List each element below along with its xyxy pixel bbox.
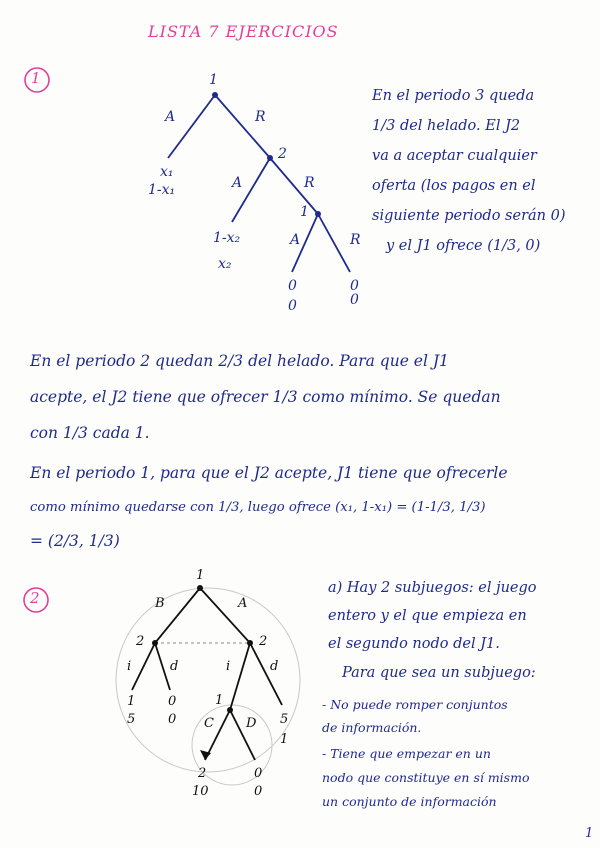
ex1-payoff-2b: x₂ bbox=[218, 256, 232, 272]
ex2-payoff-a1: 1 bbox=[127, 694, 136, 709]
ex1-edge-R1 bbox=[215, 95, 270, 158]
ex1-body-line: En el periodo 2 quedan 2/3 del helado. Para que el J1 bbox=[30, 352, 449, 370]
ex2-payoff-a2: 5 bbox=[127, 712, 136, 727]
ex2-side-line: - No puede romper conjuntos bbox=[322, 697, 508, 712]
ex2-player2-right: 2 bbox=[259, 634, 268, 649]
ex1-side-line: y el J1 ofrece (1/3, 0) bbox=[386, 238, 541, 254]
ex2-payoff-b1: 0 bbox=[168, 694, 177, 709]
ex2-action-C: C bbox=[204, 716, 214, 731]
ex1-player-3: 1 bbox=[300, 204, 309, 220]
ex1-payoff-1b: 1-x₁ bbox=[148, 182, 176, 198]
ex1-payoff-4a: 0 bbox=[350, 278, 359, 294]
ex1-action-R3: R bbox=[350, 232, 361, 248]
ex2-action-A: A bbox=[238, 596, 248, 611]
ex1-side-line: va a aceptar cualquier bbox=[372, 148, 537, 164]
ex1-action-A3: A bbox=[290, 232, 301, 248]
ex2-payoff-b2: 0 bbox=[168, 712, 177, 727]
ex1-tree-labels bbox=[148, 72, 361, 314]
ex1-player-2: 2 bbox=[278, 146, 287, 162]
ex2-payoff-c2: 10 bbox=[192, 784, 209, 799]
ex2-payoff-e2: 1 bbox=[280, 732, 289, 747]
ex1-body-line: con 1/3 cada 1. bbox=[30, 424, 150, 442]
ex2-side-line: el segundo nodo del J1. bbox=[328, 636, 500, 652]
ex1-player-1: 1 bbox=[209, 72, 218, 88]
ex1-body-line: como mínimo quedarse con 1/3, luego ofrece (x₁, 1-x₁) = (1-1/3, 1/3) bbox=[30, 500, 486, 515]
ex2-payoff-d2: 0 bbox=[254, 784, 263, 799]
ex1-payoff-2a: 1-x₂ bbox=[213, 230, 241, 246]
ex2-tree bbox=[132, 588, 282, 760]
ex1-edge-A1 bbox=[168, 95, 215, 158]
ex2-side-line: - Tiene que empezar en un bbox=[322, 746, 491, 761]
ex2-number: 2 bbox=[30, 589, 40, 607]
ex1-body-line: acepte, el J2 tiene que ofrecer 1/3 como mínimo. Se quedan bbox=[30, 388, 501, 406]
ex1-payoff-4b: 0 bbox=[350, 292, 359, 308]
page-title: LISTA 7 EJERCICIOS bbox=[148, 22, 339, 41]
ex1-side-line: oferta (los pagos en el bbox=[372, 178, 536, 194]
ex2-payoff-d1: 0 bbox=[254, 766, 263, 781]
ex2-player1-inner: 1 bbox=[215, 693, 224, 708]
ex2-side-line: nodo que constituye en sí mismo bbox=[322, 770, 530, 785]
ex2-action-B: B bbox=[155, 596, 165, 611]
ex1-action-A2: A bbox=[232, 175, 243, 191]
ex1-action-R1: R bbox=[255, 109, 266, 125]
ex1-edge-R3 bbox=[318, 214, 350, 272]
ex2-action-i-right: i bbox=[226, 659, 231, 674]
ex2-payoff-c1: 2 bbox=[198, 766, 207, 781]
ex1-action-A1: A bbox=[165, 109, 176, 125]
ex1-number: 1 bbox=[31, 69, 41, 87]
ex1-body-line: = (2/3, 1/3) bbox=[30, 532, 120, 550]
ex2-side-line: un conjunto de información bbox=[322, 794, 497, 809]
ex1-side-line: 1/3 del helado. El J2 bbox=[372, 118, 521, 134]
ex1-node-3 bbox=[315, 211, 321, 217]
ex2-payoff-e1: 5 bbox=[280, 712, 289, 727]
ex1-payoff-3b: 0 bbox=[288, 298, 297, 314]
page-number: 1 bbox=[585, 826, 594, 841]
ex1-payoff-3a: 0 bbox=[288, 278, 297, 294]
ex2-side-line: entero y el que empieza en bbox=[328, 608, 527, 624]
ex1-node-1 bbox=[212, 92, 218, 98]
ex2-action-d-left: d bbox=[170, 659, 179, 674]
ex2-side-line: Para que sea un subjuego: bbox=[342, 665, 536, 681]
ex1-side-line: En el periodo 3 queda bbox=[372, 88, 535, 104]
ex2-action-i-left: i bbox=[127, 659, 132, 674]
ex1-payoff-1a: x₁ bbox=[160, 164, 174, 180]
ex2-player2-left: 2 bbox=[136, 634, 145, 649]
ex2-side-line: de información. bbox=[322, 720, 422, 735]
ex1-node-2 bbox=[267, 155, 273, 161]
ex2-root-player: 1 bbox=[196, 568, 205, 583]
ex2-action-d-right: d bbox=[270, 659, 279, 674]
ex2-tree-labels bbox=[127, 568, 288, 799]
ex1-body-line: En el periodo 1, para que el J2 acepte, J1 tiene que ofrecerle bbox=[30, 464, 508, 482]
ex2-side-line: a) Hay 2 subjuegos: el juego bbox=[328, 580, 537, 596]
ex2-action-D: D bbox=[246, 716, 257, 731]
ex1-side-line: siguiente periodo serán 0) bbox=[372, 208, 566, 224]
ex1-action-R2: R bbox=[304, 175, 315, 191]
